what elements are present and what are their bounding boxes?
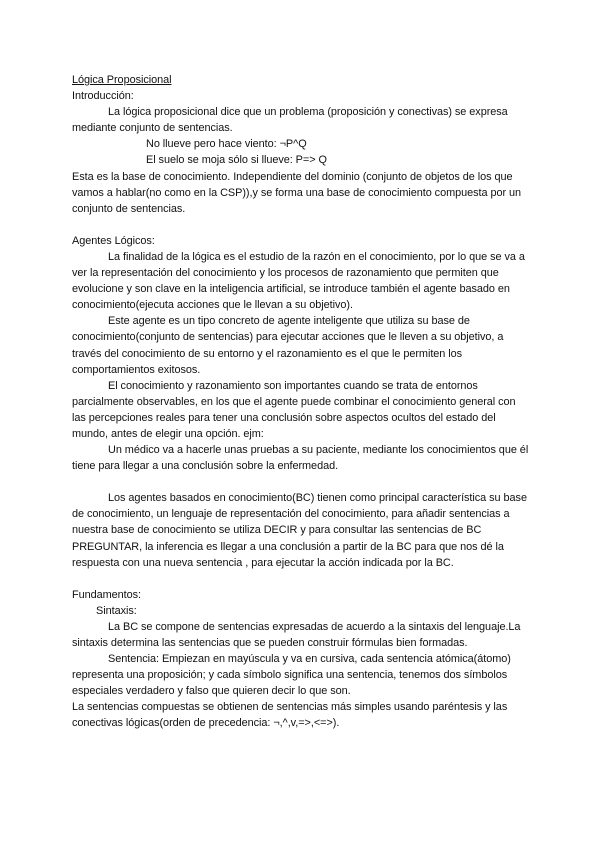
formula-1: No llueve pero hace viento: ¬P^Q xyxy=(146,138,307,151)
intro-paragraph-1: La lógica proposicional dice que un problema (proposición y conectivas) se expresa mediante conjunto de sentencias. xyxy=(72,106,508,135)
fundamentos-paragraph-3: La sentencias compuestas se obtienen de sentencias más simples usando paréntesis y las conectivas lógicas(orden de precedencia: ¬,^,v,=>,<=>). xyxy=(72,701,508,730)
agents-paragraph-3: El conocimiento y razonamiento son importantes cuando se trata de entornos parcialmente observables, en los que el agente puede combinar el conocimiento general con las percepciones reales para tener una conclusión sobre aspectos ocultos del estado del mundo, antes de elegir una opción. ejm: xyxy=(72,379,516,440)
fundamentos-heading: Fundamentos: xyxy=(72,588,142,601)
intro-heading: Introducción: xyxy=(72,90,134,103)
document-title: Lógica Proposicional xyxy=(72,74,172,86)
agents-heading: Agentes Lógicos: xyxy=(72,234,155,247)
agents-paragraph-4: Un médico va a hacerle unas pruebas a su paciente, mediante los conocimientos que él tiene para llegar a una conclusión sobre la enfermedad. xyxy=(72,444,529,473)
spacer xyxy=(72,571,532,587)
agents-paragraph-5: Los agentes basados en conocimiento(BC) tienen como principal característica su base de conocimiento, un lenguaje de representación del conocimiento, para añadir sentencias a nuestra base de conocimiento se utiliza DECIR y para consultar las sentencias de BC PREGUNTAR, la inferencia es llegar a una conclusión a partir de la BC para que nos dé la respuesta con una nueva sentencia , para ejecutar la acción indicada por la BC. xyxy=(72,492,527,569)
formula-2: El suelo se moja sólo si llueve: P=> Q xyxy=(146,154,327,167)
sintaxis-heading: Sintaxis: xyxy=(96,604,137,617)
intro-paragraph-2: Esta es la base de conocimiento. Independiente del dominio (conjunto de objetos de los que vamos a hablar(no como en la CSP)),y se forma una base de conocimiento compuesta por un conjunto de sentencias. xyxy=(72,170,522,215)
spacer xyxy=(72,217,532,233)
fundamentos-paragraph-1: La BC se compone de sentencias expresadas de acuerdo a la sintaxis del lenguaje.La sintaxis determina las sentencias que se pueden construir fórmulas bien formadas. xyxy=(72,620,521,649)
agents-paragraph-2: Este agente es un tipo concreto de agente inteligente que utiliza su base de conocimiento(conjunto de sentencias) para ejecutar acciones que le lleven a su objetivo, a través del conocimiento de su entorno y el razonamiento es el que le permiten los comportamientos exitosos. xyxy=(72,315,504,376)
agents-paragraph-1: La finalidad de la lógica es el estudio de la razón en el conocimiento, por lo que se va a ver la representación del conocimiento y los procesos de razonamiento que permiten que evolucione y son clave en la inteligencia artificial, se introduce también el agente basado en conocimiento(ejecuta acciones que le llevan a su objetivo). xyxy=(72,250,525,312)
document-body xyxy=(72,72,532,732)
spacer xyxy=(72,474,532,490)
fundamentos-paragraph-2: Sentencia: Empiezan en mayúscula y va en cursiva, cada sentencia atómica(átomo) representa una proposición; y cada símbolo significa una sentencia, tenemos dos símbolos especiales verdadero y falso que quieren decir lo que son. xyxy=(72,653,511,698)
